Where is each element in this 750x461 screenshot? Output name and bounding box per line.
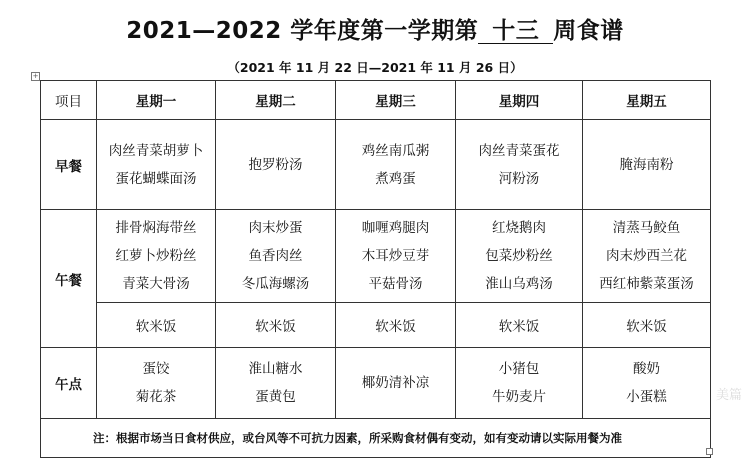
menu-item: 西红柿紫菜蛋汤 [599,276,694,292]
table-resize-handle-icon[interactable] [706,448,713,455]
breakfast-cell-tue [216,120,336,210]
lunch-cell-thu [456,210,583,303]
breakfast-cell-thu [456,120,583,210]
lunch-staple-row [41,303,711,348]
date-range: （2021 年 11 月 22 日—2021 年 11 月 26 日） [227,60,523,75]
breakfast-cell-wed [336,120,456,210]
snack-cell-tue [216,348,336,419]
lunch-cell-wed [336,210,456,303]
snack-cell-thu [456,348,583,419]
menu-item: 小蛋糕 [626,389,667,405]
breakfast-row [41,120,711,210]
menu-item: 抱罗粉汤 [248,156,303,173]
menu-item: 淮山糖水 [248,361,303,377]
staple-cell-thu: 软米饭 [456,303,583,348]
footnote: 注：根据市场当日食材供应，或台风等不可抗力因素，所采购食材偶有变动，如有变动请以实际用餐为准 [41,419,711,458]
note-row [41,419,711,458]
menu-item: 鱼香肉丝 [248,248,303,264]
menu-item: 红烧鹅肉 [492,220,546,236]
lunch-label: 午餐 [41,210,97,348]
menu-item: 酸奶 [633,361,660,377]
lunch-cell-mon [97,210,216,303]
table-move-handle-icon[interactable]: + [32,72,39,80]
menu-table [40,80,711,458]
snack-label: 午点 [41,348,97,419]
menu-item: 鸡丝南瓜粥 [361,142,430,159]
snack-cell-mon [97,348,216,419]
header-row [41,81,711,120]
menu-item: 蛋花蝴蝶面汤 [115,170,197,187]
day-header-thu: 星期四 [456,81,583,120]
staple-cell-wed: 软米饭 [336,303,456,348]
day-header-tue: 星期二 [216,81,336,120]
lunch-cell-tue [216,210,336,303]
day-header-wed: 星期三 [336,81,456,120]
page-title [0,12,750,45]
title-prefix: 2021—2022 学年度第一学期第 [126,18,479,44]
title-suffix: 周食谱 [553,18,624,44]
menu-item: 淮山乌鸡汤 [485,276,553,292]
breakfast-label: 早餐 [41,120,97,210]
menu-item: 包菜炒粉丝 [485,248,553,264]
menu-item: 清蒸马鲛鱼 [612,220,681,236]
menu-item: 肉末炒蛋 [248,220,303,236]
menu-item: 咖喱鸡腿肉 [361,220,430,236]
day-header-fri: 星期五 [583,81,711,120]
menu-item: 煮鸡蛋 [375,170,416,187]
menu-item: 青菜大骨汤 [122,276,190,292]
menu-item: 平菇骨汤 [368,276,423,292]
menu-item: 小猪包 [498,361,540,377]
menu-item: 肉丝青菜蛋花 [478,142,560,159]
menu-item: 排骨焖海带丝 [115,220,197,236]
staple-cell-fri: 软米饭 [583,303,711,348]
staple-cell-mon: 软米饭 [97,303,216,348]
breakfast-cell-mon [97,120,216,210]
lunch-cell-fri [583,210,711,303]
watermark-logo: 美篇 [715,388,742,403]
menu-item: 蛋黄包 [255,389,296,405]
menu-item: 河粉汤 [498,170,540,187]
corner-header: 项目 [41,81,97,120]
menu-item: 肉丝青菜胡萝卜 [108,142,204,159]
breakfast-cell-fri [583,120,711,210]
menu-item: 肉末炒西兰花 [606,248,687,264]
week-number-blank: 十三 [478,19,553,44]
menu-item: 椰奶清补凉 [361,375,430,391]
day-header-mon: 星期一 [97,81,216,120]
menu-item: 木耳炒豆芽 [361,248,430,264]
menu-item: 腌海南粉 [619,156,674,173]
staple-cell-tue: 软米饭 [216,303,336,348]
snack-cell-wed [336,348,456,419]
menu-item: 蛋饺 [142,361,170,377]
snack-row [41,348,711,419]
menu-item: 冬瓜海螺汤 [241,276,310,292]
menu-item: 牛奶麦片 [492,389,546,405]
snack-cell-fri [583,348,711,419]
menu-item: 菊花茶 [135,389,177,405]
lunch-row [41,210,711,303]
menu-item: 红萝卜炒粉丝 [115,248,197,264]
